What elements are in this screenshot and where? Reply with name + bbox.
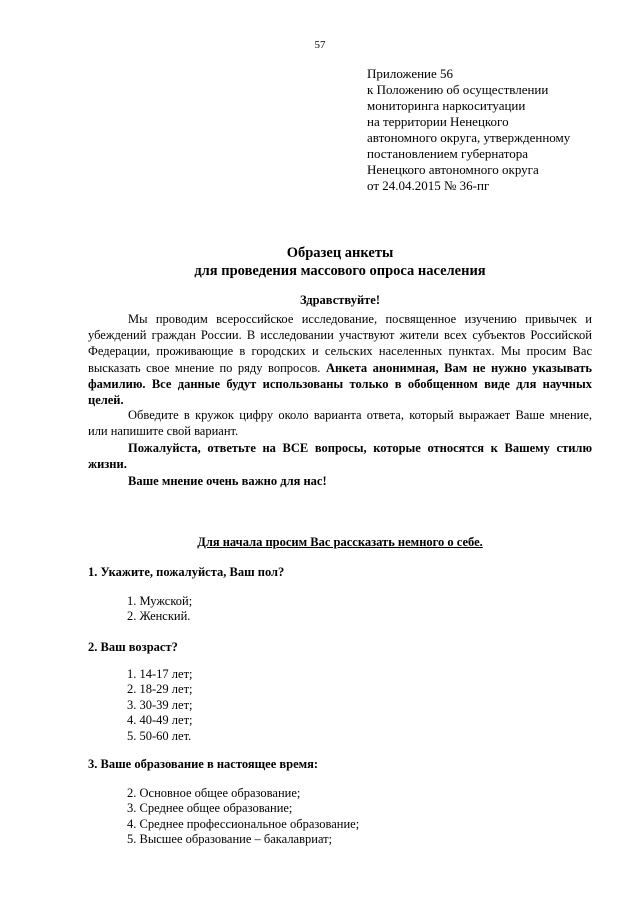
appendix-line: на территории Ненецкого <box>367 114 509 129</box>
question-2-options <box>127 667 587 744</box>
greeting: Здравствуйте! <box>299 293 381 307</box>
answer-option[interactable] <box>127 667 587 682</box>
appendix-line: к Положению об осуществлении <box>367 82 549 97</box>
answer-option[interactable] <box>127 729 587 744</box>
title-line-1: Образец анкеты <box>286 245 394 261</box>
intro-paragraph-2: Обведите в кружок цифру около варианта ответа, который выражает Ваше мнение, или напишите свой вариант. <box>88 408 592 439</box>
intro-paragraph-1-regular: Мы проводим всероссийское исследование, посвященное изучению привычек и убеждений граждан России. В исследовании участвуют жители всех субъектов Российской Федерации, проживающие в городских и сельских населенных пунктах. Мы просим Вас высказать свое мнение по ряду вопросов. <box>88 312 592 375</box>
answer-option-label: 2. Основное общее образование; <box>127 786 301 800</box>
answer-option[interactable] <box>127 682 587 697</box>
appendix-line: Приложение 56 <box>367 66 454 81</box>
answer-option-label: 3. 30-39 лет; <box>127 697 193 712</box>
question-1: 1. Укажите, пожалуйста, Ваш пол? <box>88 565 285 579</box>
appendix-line: от 24.04.2015 № 36-пг <box>367 178 490 193</box>
intro-paragraph-4: Ваше мнение очень важно для нас! <box>128 474 327 488</box>
section-intro: Для начала просим Вас рассказать немного о себе. <box>197 535 483 549</box>
answer-option[interactable] <box>127 801 587 816</box>
answer-option[interactable] <box>127 594 587 609</box>
answer-option-label: 1. 14-17 лет; <box>127 667 193 681</box>
answer-option-label: 4. 40-49 лет; <box>127 713 193 728</box>
intro-paragraph-1-bold: Анкета анонимная, Вам не нужно указывать фамилию. Все данные будут использованы только в обобщенном виде для научных целей. <box>88 360 592 408</box>
page-number: 57 <box>314 39 326 51</box>
question-3-options <box>127 786 587 848</box>
answer-option-label: 5. Высшее образование – бакалавриат; <box>127 832 333 847</box>
appendix-line: Ненецкого автономного округа <box>367 162 539 177</box>
answer-option[interactable] <box>127 817 587 832</box>
answer-option-label: 1. Мужской; <box>127 594 193 608</box>
intro-paragraph-1 <box>88 311 592 408</box>
answer-option[interactable] <box>127 609 587 624</box>
answer-option-label: 3. Среднее общее образование; <box>127 801 293 816</box>
appendix-line: мониторинга наркоситуации <box>367 98 526 113</box>
appendix-line: постановлением губернатора <box>367 146 529 161</box>
question-3: 3. Ваше образование в настоящее время: <box>88 757 319 771</box>
answer-option[interactable] <box>127 698 587 713</box>
document-title <box>88 244 592 280</box>
appendix-header <box>367 66 617 194</box>
answer-option-label: 4. Среднее профессиональное образование; <box>127 816 360 831</box>
answer-option-label: 2. 18-29 лет; <box>127 682 193 697</box>
answer-option-label: 5. 50-60 лет. <box>127 728 192 743</box>
answer-option[interactable] <box>127 786 587 801</box>
title-line-2: для проведения массового опроса населения <box>194 263 486 279</box>
answer-option-label: 2. Женский. <box>127 609 191 624</box>
intro-paragraph-3: Пожалуйста, ответьте на ВСЕ вопросы, которые относятся к Вашему стилю жизни. <box>88 441 592 472</box>
question-1-options <box>127 594 587 625</box>
question-2: 2. Ваш возраст? <box>88 640 178 654</box>
answer-option[interactable] <box>127 713 587 728</box>
answer-option[interactable] <box>127 832 587 847</box>
appendix-line: автономного округа, утвержденному <box>367 130 571 145</box>
